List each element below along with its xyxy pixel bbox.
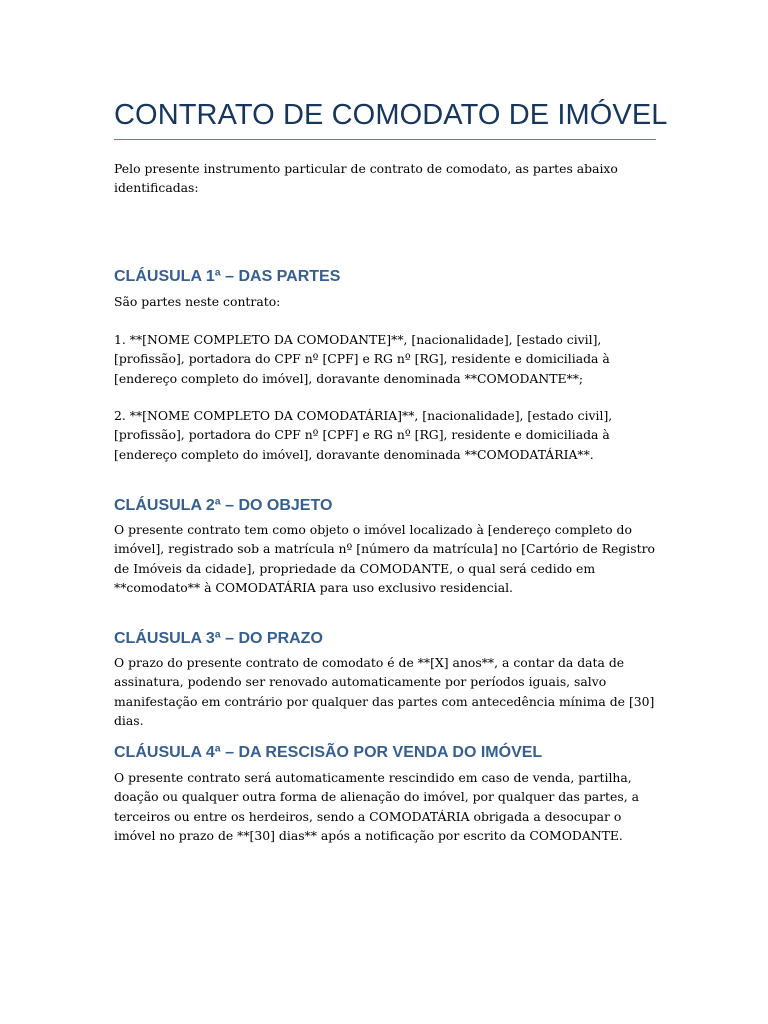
clause-2-heading: CLÁUSULA 2ª – DO OBJETO xyxy=(114,497,333,514)
clause-1-heading: CLÁUSULA 1ª – DAS PARTES xyxy=(114,268,341,285)
clause-4-heading: CLÁUSULA 4ª – DA RESCISÃO POR VENDA DO IMÓVEL xyxy=(114,744,543,761)
clause-1-paragraph-1: São partes neste contrato: xyxy=(114,294,281,309)
intro-paragraph: Pelo presente instrumento particular de contrato de comodato, as partes abaixo identificadas: xyxy=(114,161,618,196)
title-divider xyxy=(114,139,656,140)
clause-4-paragraph-1: O presente contrato será automaticamente rescindido em caso de venda, partilha, doação ou qualquer outra forma de alienação do imóvel, por qualquer das partes, a terceiros ou entre os herdeiros, sendo a COMODATÁRIA obrigada a desocupar o imóvel no prazo de **[30] dias** após a notificação por escrito da COMODANTE. xyxy=(114,770,639,843)
clause-1-paragraph-3: 2. **[NOME COMPLETO DA COMODATÁRIA]**, [nacionalidade], [estado civil], [profissão], portadora do CPF nº [CPF] e RG nº [RG], residente e domiciliada à [endereço completo do imóvel], doravante denominada **COMODATÁRIA**. xyxy=(114,408,613,462)
clause-2-paragraph-1: O presente contrato tem como objeto o imóvel localizado à [endereço completo do imóvel], registrado sob a matrícula nº [número da matrícula] no [Cartório de Registro de Imóveis da cidade], propriedade da COMODANTE, o qual será cedido em **comodato** à COMODATÁRIA para uso exclusivo residencial. xyxy=(114,522,655,595)
clause-3-heading: CLÁUSULA 3ª – DO PRAZO xyxy=(114,630,323,647)
clause-3-paragraph-1: O prazo do presente contrato de comodato é de **[X] anos**, a contar da data de assinatura, podendo ser renovado automaticamente por períodos iguais, salvo manifestação em contrário por qualquer das partes com antecedência mínima de [30] dias. xyxy=(114,655,655,728)
document-title: CONTRATO DE COMODATO DE IMÓVEL xyxy=(114,99,668,131)
clause-1-paragraph-2: 1. **[NOME COMPLETO DA COMODANTE]**, [nacionalidade], [estado civil], [profissão], portadora do CPF nº [CPF] e RG nº [RG], residente e domiciliada à [endereço completo do imóvel], doravante denominada **COMODANTE**; xyxy=(114,332,610,386)
